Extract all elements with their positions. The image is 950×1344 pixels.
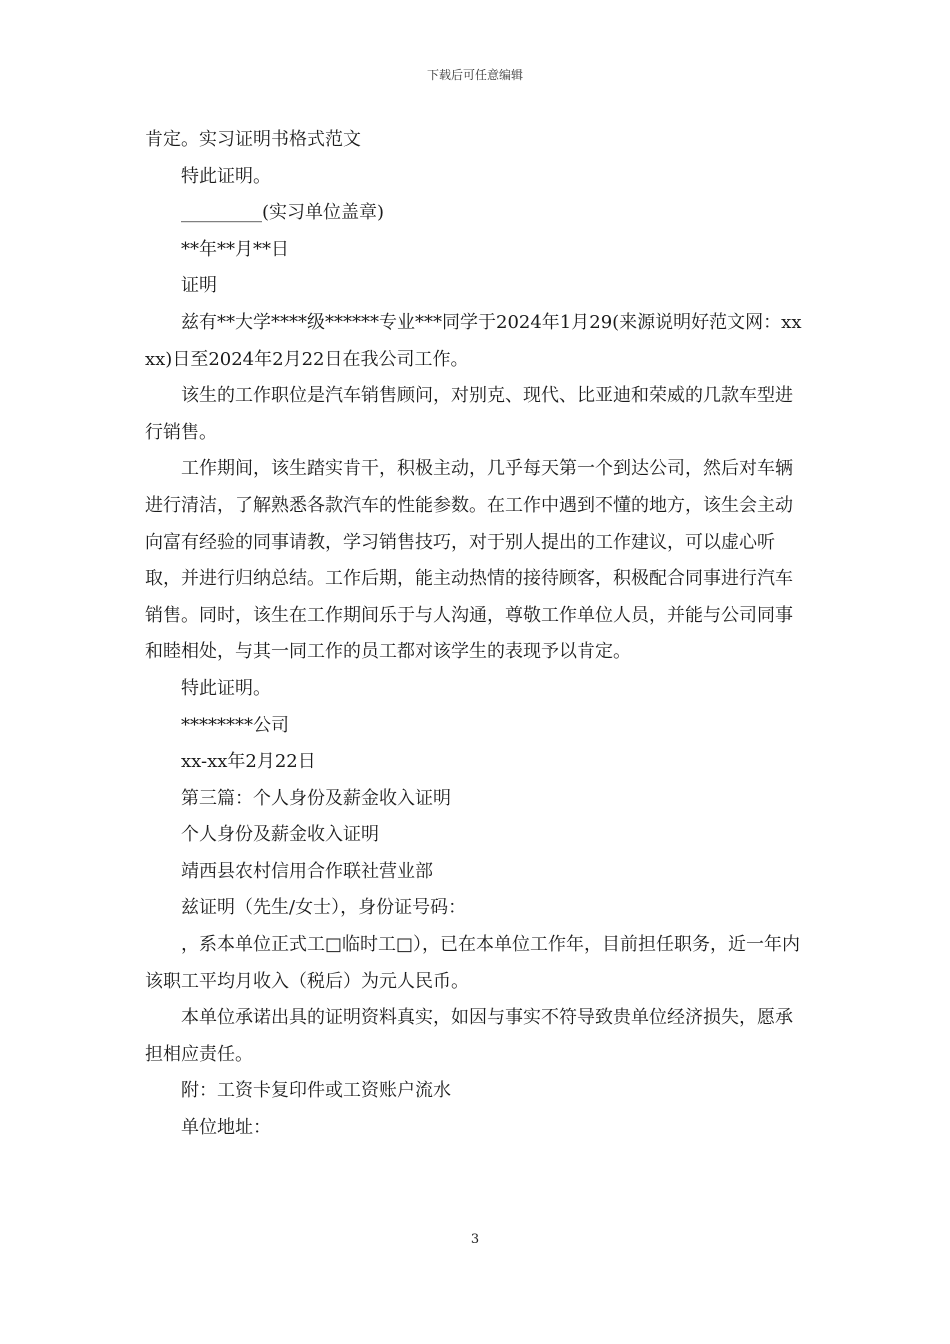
paragraph: 工作期间，该生踏实肯干，积极主动，几乎每天第一个到达公司，然后对车辆进行清洁，了解熟悉各款汽车的性能参数。在工作中遇到不懂的地方，该生会主动向富有经验的同事请教，学习销售技巧，对于别人提出的工作建议，可以虚心听取，并进行归纳总结。工作后期，能主动热情的接待顾客，积极配合同事进行汽车销售。同时，该生在工作期间乐于与人沟通，尊敬工作单位人员，并能与公司同事和睦相处，与其一同工作的员工都对该学生的表现予以肯定。 xyxy=(145,458,793,663)
paragraph: ，系本单位正式工□临时工□），已在本单位工作年，目前担任职务，近一年内该职工平均月收入（税后）为元人民币。 xyxy=(145,934,801,992)
paragraph: ********公司 xyxy=(181,714,289,736)
paragraph: 单位地址： xyxy=(181,1117,271,1139)
paragraph: 兹证明（先生/女士），身份证号码： xyxy=(181,897,467,919)
paragraph: xx-xx年2月22日 xyxy=(181,751,316,773)
page-header: 下载后可任意编辑 xyxy=(426,68,523,82)
paragraph: 本单位承诺出具的证明资料真实，如因与事实不符导致贵单位经济损失，愿承担相应责任。 xyxy=(145,1007,793,1065)
paragraph: 证明 xyxy=(181,275,217,297)
paragraph: 特此证明。 xyxy=(181,677,271,699)
paragraph: **年**月**日 xyxy=(181,238,289,260)
paragraph: 特此证明。 xyxy=(181,165,271,187)
document-body xyxy=(145,122,810,1147)
paragraph: _________(实习单位盖章) xyxy=(181,202,385,224)
paragraph: 附：工资卡复印件或工资账户流水 xyxy=(181,1080,451,1102)
paragraph: 兹有**大学****级******专业***同学于2024年1月29(来源说明好范文网：xxxx)日至2024年2月22日在我公司工作。 xyxy=(145,311,802,370)
paragraph: 个人身份及薪金收入证明 xyxy=(181,824,379,846)
page-number: 3 xyxy=(470,1232,480,1247)
paragraph: 该生的工作职位是汽车销售顾问，对别克、现代、比亚迪和荣威的几款车型进行销售。 xyxy=(145,385,793,443)
paragraph: 肯定。实习证明书格式范文 xyxy=(145,129,361,150)
paragraph: 靖西县农村信用合作联社营业部 xyxy=(181,860,433,882)
paragraph: 第三篇：个人身份及薪金收入证明 xyxy=(181,787,451,809)
